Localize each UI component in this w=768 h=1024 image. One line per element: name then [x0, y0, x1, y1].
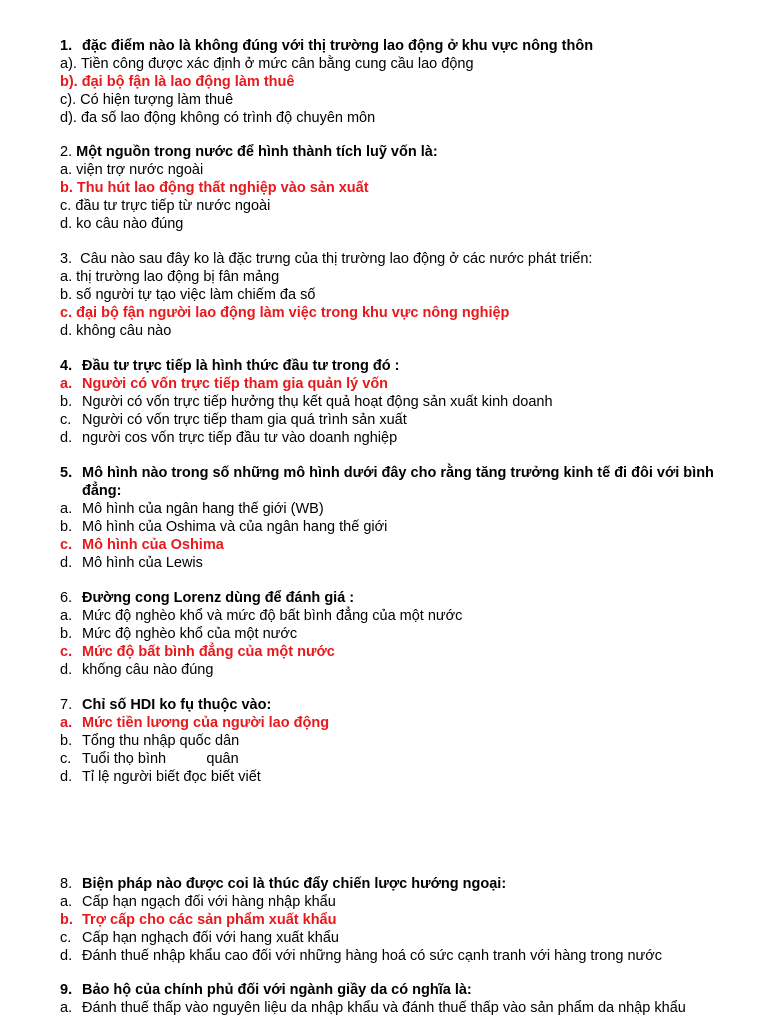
question-3	[60, 250, 750, 340]
question-8-option-b-correct: b. Trợ cấp cho các sản phẩm xuất khẩu	[60, 912, 337, 928]
question-8-option-c: c. Cấp hạn nghạch đối với hang xuất khẩu	[60, 930, 339, 946]
question-4-option-d: d. người cos vốn trực tiếp đầu tư vào doanh nghiệp	[60, 430, 398, 446]
question-5-option-b: b. Mô hình của Oshima và của ngân hang thế giới	[60, 519, 388, 535]
question-2	[60, 143, 750, 233]
question-2-option-c: c. đầu tư trực tiếp từ nước ngoài	[60, 198, 271, 214]
question-6-option-b: b. Mức độ nghèo khổ của một nước	[60, 626, 298, 642]
question-1-option-a: a). Tiền công được xác định ở mức cân bằng cung cầu lao động	[60, 56, 474, 72]
question-6-option-a: a. Mức độ nghèo khổ và mức độ bất bình đẳng của một nước	[60, 608, 463, 624]
question-7-stem: 7. Chỉ số HDI ko fụ thuộc vào:	[60, 697, 272, 713]
question-4-option-a-correct: a. Người có vốn trực tiếp tham gia quản lý vốn	[60, 376, 389, 392]
question-7-option-b: b. Tổng thu nhập quốc dân	[60, 733, 240, 749]
question-7-option-a-correct: a. Mức tiền lương của người lao động	[60, 715, 330, 731]
question-9	[60, 981, 750, 1017]
question-1-stem: 1. đặc điểm nào là không đúng với thị trường lao động ở khu vực nông thôn	[60, 38, 594, 54]
question-3-option-b: b. số người tự tạo việc làm chiếm đa số	[60, 287, 316, 303]
question-1-option-d: d). đa số lao động không có trình độ chuyên môn	[60, 110, 376, 126]
question-5-stem: 5. Mô hình nào trong số những mô hình dưới đây cho rằng tăng trưởng kinh tế đi đôi với bình đẳng:	[60, 465, 714, 499]
question-1-option-b-correct: b). đại bộ fận là lao động làm thuê	[60, 74, 295, 90]
question-4	[60, 357, 750, 447]
question-5-option-d: d. Mô hình của Lewis	[60, 555, 203, 571]
question-6-option-c-correct: c. Mức độ bất bình đẳng của một nước	[60, 644, 335, 660]
question-9-option-a: a. Đánh thuế thấp vào nguyên liệu da nhập khẩu và đánh thuế thấp vào sản phẩm da nhập khẩu	[60, 1000, 686, 1016]
question-3-option-d: d. không câu nào	[60, 323, 172, 339]
question-8	[60, 875, 750, 965]
question-4-stem: 4. Đầu tư trực tiếp là hình thức đầu tư trong đó :	[60, 358, 400, 374]
question-4-option-b: b. Người có vốn trực tiếp hưởng thụ kết quả hoạt động sản xuất kinh doanh	[60, 394, 553, 410]
question-7	[60, 696, 750, 786]
question-3-option-a: a. thị trường lao động bị fân mảng	[60, 269, 280, 285]
question-7-option-c: c. Tuổi thọ bình quân	[60, 751, 239, 767]
question-2-option-d: d. ko câu nào đúng	[60, 216, 184, 232]
question-9-stem: 9. Bảo hộ của chính phủ đối với ngành giầy da có nghĩa là:	[60, 982, 472, 998]
question-3-stem: 3. Câu nào sau đây ko là đặc trưng của thị trường lao động ở các nước phát triển:	[60, 251, 593, 267]
question-6-stem: 6. Đường cong Lorenz dùng để đánh giá :	[60, 590, 355, 606]
question-1-option-c: c). Có hiện tượng làm thuê	[60, 92, 234, 108]
question-8-option-d: d. Đánh thuế nhập khẩu cao đối với những hàng hoá có sức cạnh tranh với hàng trong nước	[60, 948, 663, 964]
question-3-option-c-correct: c. đại bộ fận người lao động làm việc trong khu vực nông nghiệp	[60, 305, 510, 321]
question-2-option-a: a. viện trợ nước ngoài	[60, 162, 204, 178]
question-5-option-a: a. Mô hình của ngân hang thế giới (WB)	[60, 501, 324, 517]
question-5-option-c-correct: c. Mô hình của Oshima	[60, 537, 224, 553]
question-8-stem: 8. Biện pháp nào được coi là thúc đẩy chiến lược hướng ngoại:	[60, 876, 507, 892]
question-1	[60, 37, 750, 127]
question-8-option-a: a. Cấp hạn ngạch đối với hàng nhập khẩu	[60, 894, 336, 910]
question-7-option-d: d. Tỉ lệ người biết đọc biết viết	[60, 769, 261, 785]
question-2-option-b-correct: b. Thu hút lao động thất nghiệp vào sản xuất	[60, 180, 369, 196]
question-5	[60, 464, 750, 572]
question-6-option-d: d. khống câu nào đúng	[60, 662, 214, 678]
question-6	[60, 589, 750, 679]
question-4-option-c: c. Người có vốn trực tiếp tham gia quá trình sản xuất	[60, 412, 407, 428]
question-2-stem: 2. Một nguồn trong nước để hình thành tích luỹ vốn là:	[60, 144, 438, 160]
